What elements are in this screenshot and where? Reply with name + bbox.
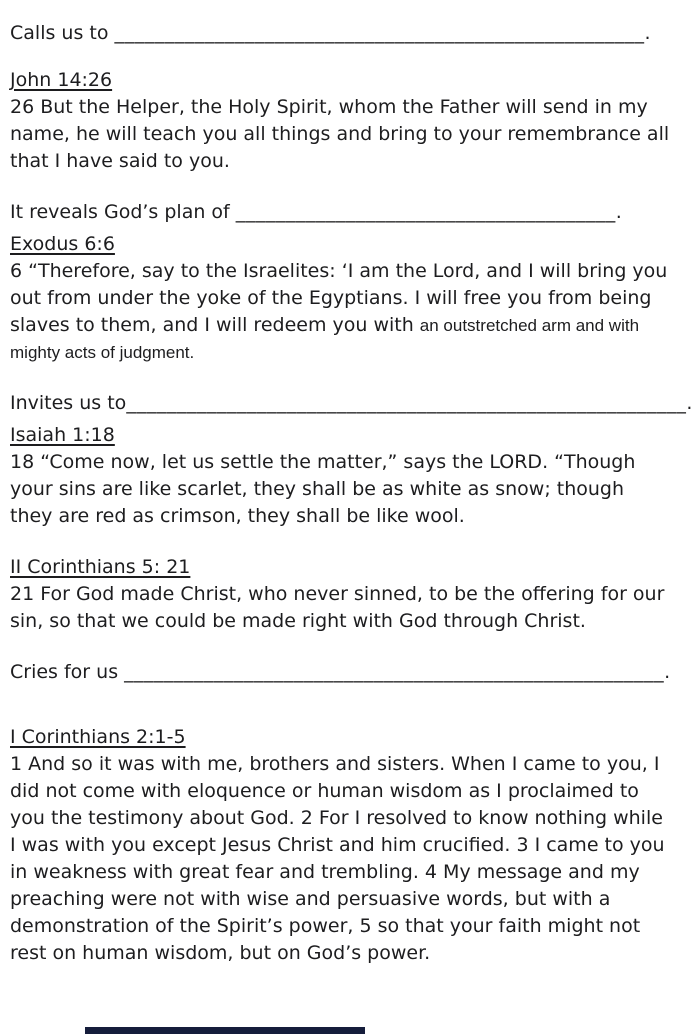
passage-exodus-6-6 <box>10 231 670 366</box>
fill-blank-line-calls <box>10 20 670 47</box>
bottom-partial-element <box>85 1027 365 1034</box>
blank-underscore-line: ______________________________________ <box>235 201 616 223</box>
fill-blank-line-invites <box>10 390 692 417</box>
prompt-text: It reveals God’s plan of <box>10 201 236 223</box>
scripture-text: 1 And so it was with me, brothers and sisters. When I came to you, I did not come with eloquence or human wisdom as I proclaimed to you the testimony about God. 2 For I resolved to know nothing while I was with you except Jesus Christ and him crucified. 3 I came to you in weakness with great fear and trembling. 4 My message and my preaching were not with wise and persuasive words, but with a demonstration of the Spirit’s power, 5 so that your faith might not rest on human wisdom, but on God’s power. <box>10 753 665 964</box>
blank-underscore-line: _____________________________________________________ <box>114 22 645 44</box>
prompt-text: Invites us to <box>10 392 127 414</box>
scripture-reference: Isaiah 1:18 <box>10 424 115 446</box>
passage-1-corinthians-2-1-5 <box>10 724 670 967</box>
passage-john-14-26 <box>10 67 670 175</box>
scripture-reference: II Corinthians 5: 21 <box>10 556 191 578</box>
passage-isaiah-1-18 <box>10 422 670 530</box>
prompt-text: Cries for us <box>10 661 125 683</box>
prompt-text: Calls us to <box>10 22 115 44</box>
scripture-reference: Exodus 6:6 <box>10 233 115 255</box>
scripture-reference: I Corinthians 2:1-5 <box>10 726 186 748</box>
fill-blank-line-reveals <box>10 199 670 226</box>
blank-underscore-line: ________________________________________________________ <box>126 392 687 414</box>
scripture-reference: John 14:26 <box>10 69 113 91</box>
blank-underscore-line: ______________________________________________________ <box>124 661 665 683</box>
prompt-suffix: . <box>644 22 651 44</box>
prompt-suffix: . <box>664 661 671 683</box>
prompt-suffix: . <box>686 392 692 414</box>
prompt-suffix: . <box>615 201 622 223</box>
scripture-text: 21 For God made Christ, who never sinned, to be the offering for our sin, so that we could be made right with God through Christ. <box>10 583 665 632</box>
scripture-text <box>10 258 670 366</box>
passage-2-corinthians-5-21 <box>10 554 670 635</box>
scripture-text-main: 6 “Therefore, say to the Israelites: ‘I am the Lord, and I will bring you out from under the yoke of the Egyptians. I will free you from being slaves to them, and I will redeem you with <box>10 260 668 336</box>
scripture-text: 18 “Come now, let us settle the matter,” says the LORD. “Though your sins are like scarlet, they shall be as white as snow; though they are red as crimson, they shall be like wool. <box>10 451 636 527</box>
fill-blank-line-cries <box>10 659 670 686</box>
scripture-text: 26 But the Helper, the Holy Spirit, whom the Father will send in my name, he will teach you all things and bring to your remembrance all that I have said to you. <box>10 96 670 172</box>
scripture-text-alt-font: an outstretched arm and with mighty acts of judgment. <box>10 316 640 362</box>
